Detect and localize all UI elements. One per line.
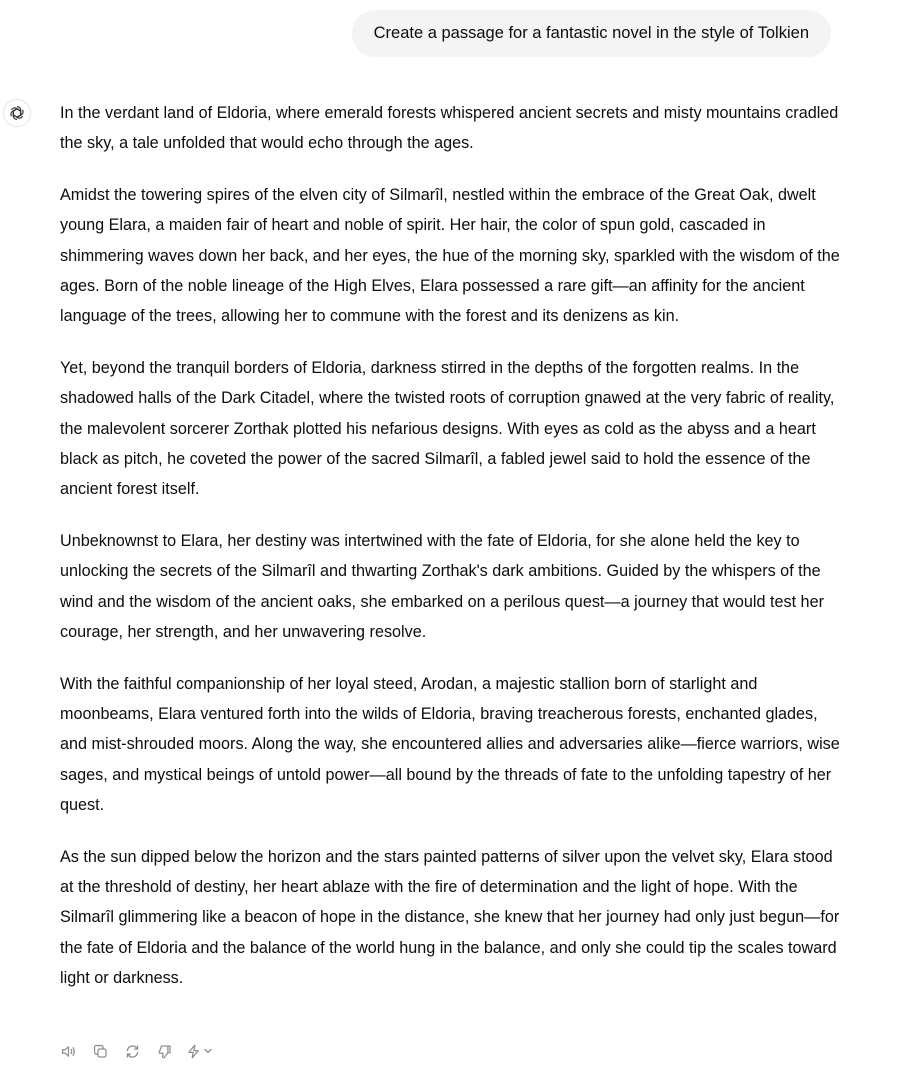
bolt-icon	[185, 1043, 202, 1060]
openai-logo-icon	[8, 104, 26, 122]
assistant-response	[60, 98, 840, 1015]
copy-icon	[92, 1043, 109, 1060]
response-paragraph: Unbeknownst to Elara, her destiny was intertwined with the fate of Eldoria, for she alone held the key to unlocking the secrets of the Silmarîl and thwarting Zorthak's dark ambitions. Guided by the whispers of the wind and the wisdom of the ancient oaks, she embarked on a perilous quest—a journey that would test her courage, her strength, and her unwavering resolve.	[60, 531, 824, 642]
response-paragraph: Yet, beyond the tranquil borders of Eldoria, darkness stirred in the depths of the forgotten realms. In the shadowed halls of the Dark Citadel, where the twisted roots of corruption gnawed at the very fabric of reality, the malevolent sorcerer Zorthak plotted his nefarious designs. With eyes as cold as the abyss and a heart black as pitch, he coveted the power of the sacred Silmarîl, a fabled jewel said to hold the essence of the ancient forest itself.	[60, 358, 835, 499]
regenerate-button[interactable]	[121, 1040, 143, 1062]
user-message-bubble	[352, 10, 831, 57]
assistant-avatar	[3, 99, 31, 127]
response-paragraph: Amidst the towering spires of the elven city of Silmarîl, nestled within the embrace of the Great Oak, dwelt young Elara, a maiden fair of heart and noble of spirit. Her hair, the color of spun gold, cascaded in shimmering waves down her back, and her eyes, the hue of the morning sky, sparkled with the wisdom of the ages. Born of the noble lineage of the High Elves, Elara possessed a rare gift—an affinity for the ancient language of the trees, allowing her to commune with the forest and its denizens as kin.	[60, 185, 840, 326]
user-message-text: Create a passage for a fantastic novel in the style of Tolkien	[373, 24, 809, 42]
read-aloud-icon	[60, 1043, 77, 1060]
message-action-bar	[57, 1040, 213, 1062]
thumbs-down-button[interactable]	[153, 1040, 175, 1062]
response-paragraph: With the faithful companionship of her loyal steed, Arodan, a majestic stallion born of starlight and moonbeams, Elara ventured forth into the wilds of Eldoria, braving treacherous forests, enchanted glades, and mist-shrouded moors. Along the way, she encountered allies and adversaries alike—fierce warriors, wise sages, and mystical beings of untold power—all bound by the threads of fate to the unfolding tapestry of her quest.	[60, 674, 840, 815]
read-aloud-button[interactable]	[57, 1040, 79, 1062]
chevron-down-icon	[203, 1046, 213, 1056]
thumbs-down-icon	[156, 1043, 173, 1060]
model-switch-button[interactable]	[185, 1043, 213, 1060]
regenerate-icon	[124, 1043, 141, 1060]
response-paragraph: As the sun dipped below the horizon and the stars painted patterns of silver upon the velvet sky, Elara stood at the threshold of destiny, her heart ablaze with the fire of determination and the light of hope. With the Silmarîl glimmering like a beacon of hope in the distance, she knew that her journey had only just begun—for the fate of Eldoria and the balance of the world hung in the balance, and only she could tip the scales toward light or darkness.	[60, 847, 840, 988]
response-paragraph: In the verdant land of Eldoria, where emerald forests whispered ancient secrets and misty mountains cradled the sky, a tale unfolded that would echo through the ages.	[60, 104, 839, 153]
copy-button[interactable]	[89, 1040, 111, 1062]
